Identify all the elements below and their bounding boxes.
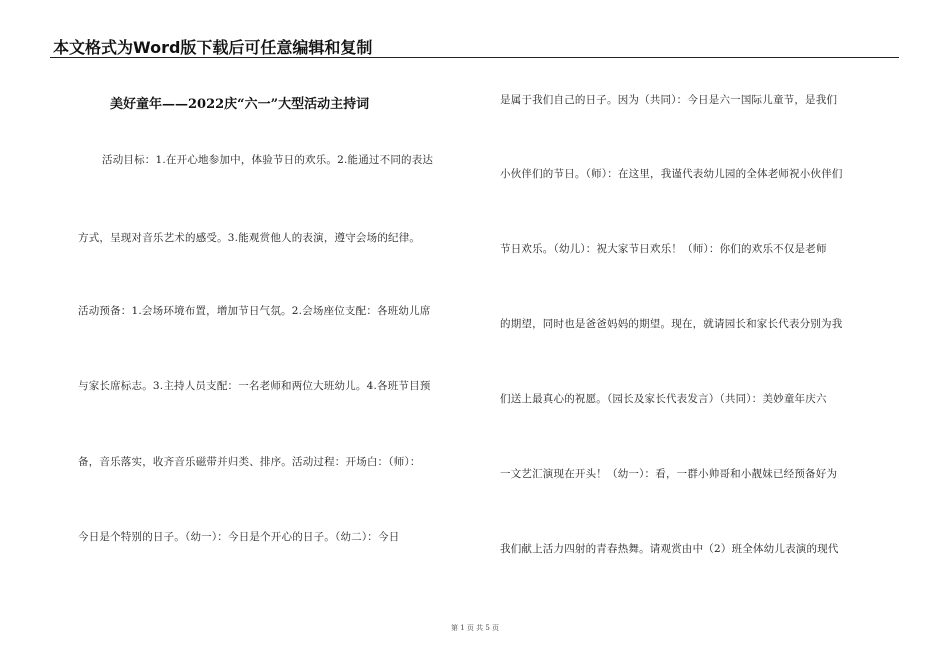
right-column-line: 节日欢乐。（幼儿）：祝大家节日欢乐！（师）：你们的欢乐不仅是老师 (500, 243, 827, 255)
right-column-line: 一文艺汇演现在开头！（幼一）：看，一群小帅哥和小靓妹已经预备好为 (500, 468, 838, 480)
left-column-line: 活动预备：1.会场环境布置，增加节日气氛。2.会场座位支配：各班幼儿席 (78, 305, 431, 317)
left-column-line: 与家长席标志。3.主持人员支配：一名老师和两位大班幼儿。4.各班节目预 (78, 380, 431, 392)
left-column-line: 备，音乐落实，收齐音乐磁带并归类、排序。活动过程：开场白：（师）： (78, 456, 421, 468)
page-footer: 第 1 页 共 5 页 (450, 624, 500, 632)
right-column-line: 的期望，同时也是爸爸妈妈的期望。现在，就请园长和家长代表分别为我 (500, 318, 843, 330)
left-column-line: 方式，呈现对音乐艺术的感受。3.能观赏他人的表演，遵守会场的纪律。 (78, 232, 421, 244)
left-column-line: 活动目标：1.在开心地参加中，体验节日的欢乐。2.能通过不同的表达 (102, 154, 434, 166)
header-divider (50, 57, 899, 58)
right-column-line: 是属于我们自己的日子。因为（共同）：今日是六一国际儿童节，是我们 (500, 94, 838, 106)
document-title: 美好童年——2022庆“六一”大型活动主持词 (110, 97, 370, 112)
right-column-line: 小伙伴们的节日。（师）：在这里，我谨代表幼儿园的全体老师祝小伙伴们 (500, 168, 843, 180)
left-column-line: 今日是个特别的日子。（幼一）：今日是个开心的日子。（幼二）：今日 (78, 531, 400, 543)
right-column-line: 们送上最真心的祝愿。（园长及家长代表发言）（共同）：美妙童年庆六 (500, 393, 827, 405)
page-header: 本文格式为Word版下载后可任意编辑和复制 (53, 38, 373, 57)
right-column-line: 我们献上活力四射的青春热舞。请观赏由中（2）班全体幼儿表演的现代 (500, 543, 839, 555)
